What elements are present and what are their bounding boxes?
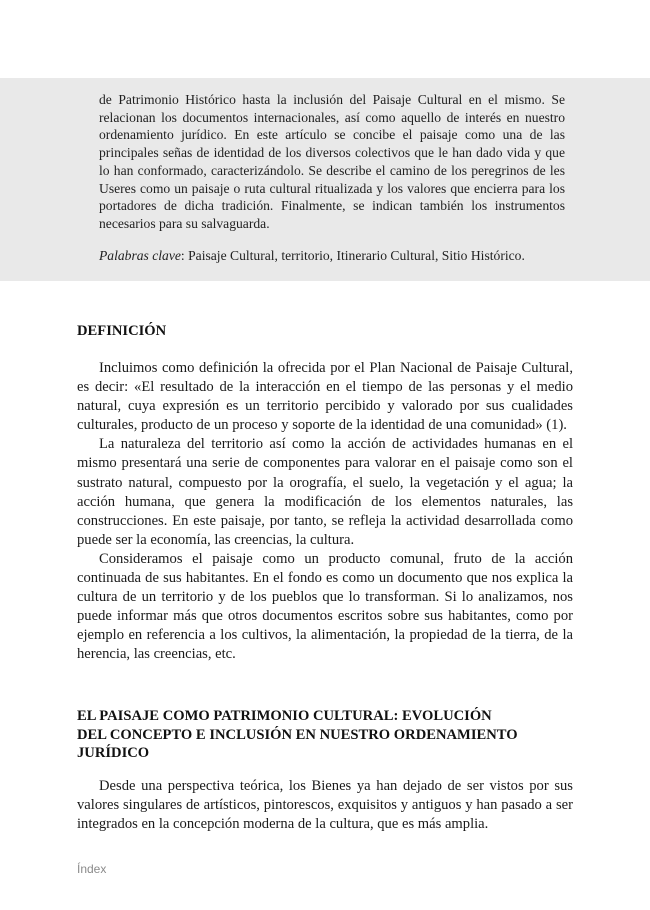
heading-line: JURÍDICO [77, 745, 150, 761]
heading-line: DEL CONCEPTO E INCLUSIÓN EN NUESTRO ORDENAMIENTO [77, 726, 518, 743]
body-paragraph: Incluimos como definición la ofrecida por el Plan Nacional de Paisaje Cultural, es decir: «El resultado de la interacción en el tiempo de las personas y el medio natural, cuya expresión es un territorio percibido y valorado por sus cualidades culturales, producto de un proceso y soporte de la identidad de una comunidad» (1). [77, 360, 573, 434]
heading-line: EL PAISAJE COMO PATRIMONIO CULTURAL: EVOLUCIÓN [77, 708, 492, 724]
abstract-paragraph: de Patrimonio Histórico hasta la inclusión del Paisaje Cultural en el mismo. Se relacionan los documentos internacionales, así como aquello de interés en nuestro ordenamiento jurídico. En este artículo se concibe el paisaje como una de las principales señas de identidad de los diversos colectivos que le han dado vida y que lo han conformado, caracterizándolo. Se describe el camino de los peregrinos de les Useres como un paisaje o ruta cultural ritualizada y los valores que encierra para los portadores de dicha tradición. Finalmente, se indican también los instrumentos necesarios para su salvaguarda. [99, 92, 565, 231]
section1-body [77, 359, 573, 665]
keywords-label: Palabras clave [99, 248, 181, 263]
section2-body [77, 777, 573, 834]
body-paragraph: Consideramos el paisaje como un producto comunal, fruto de la acción continuada de sus habitantes. En el fondo es como un documento que nos explica la cultura de un territorio y de los pueblos que lo transforman. Si lo analizamos, nos puede informar más que otros documentos escritos sobre sus habitantes, como por ejemplo en referencia a los cultivos, la alimentación, la propiedad de la tierra, de la herencia, las creencias, etc. [77, 550, 573, 663]
keywords-text: : Paisaje Cultural, territorio, Itinerario Cultural, Sitio Histórico. [180, 248, 525, 263]
index-link[interactable]: Índex [77, 862, 107, 876]
body-paragraph: Desde una perspectiva teórica, los Bienes ya han dejado de ser vistos por sus valores singulares de artísticos, pintorescos, exquisitos y antiguos y han pasado a ser integrados en la concepción moderna de la cultura, que es más amplia. [77, 778, 573, 833]
abstract-text [99, 91, 565, 233]
section-heading-definicion: DEFINICIÓN [77, 323, 167, 339]
body-paragraph: La naturaleza del territorio así como la acción de actividades humanas en el mismo presentará una serie de componentes para valorar en el paisaje como son el sustrato natural, compuesto por la orografía, el suelo, la vegetación y el agua; la acción humana, que genera la modificación de los elementos naturales, las construcciones. En este paisaje, por tanto, se refleja la actividad desarrollada como puede ser la economía, las creencias, la cultura. [77, 436, 573, 548]
section-heading-paisaje [77, 707, 577, 763]
keywords-line [99, 247, 579, 265]
